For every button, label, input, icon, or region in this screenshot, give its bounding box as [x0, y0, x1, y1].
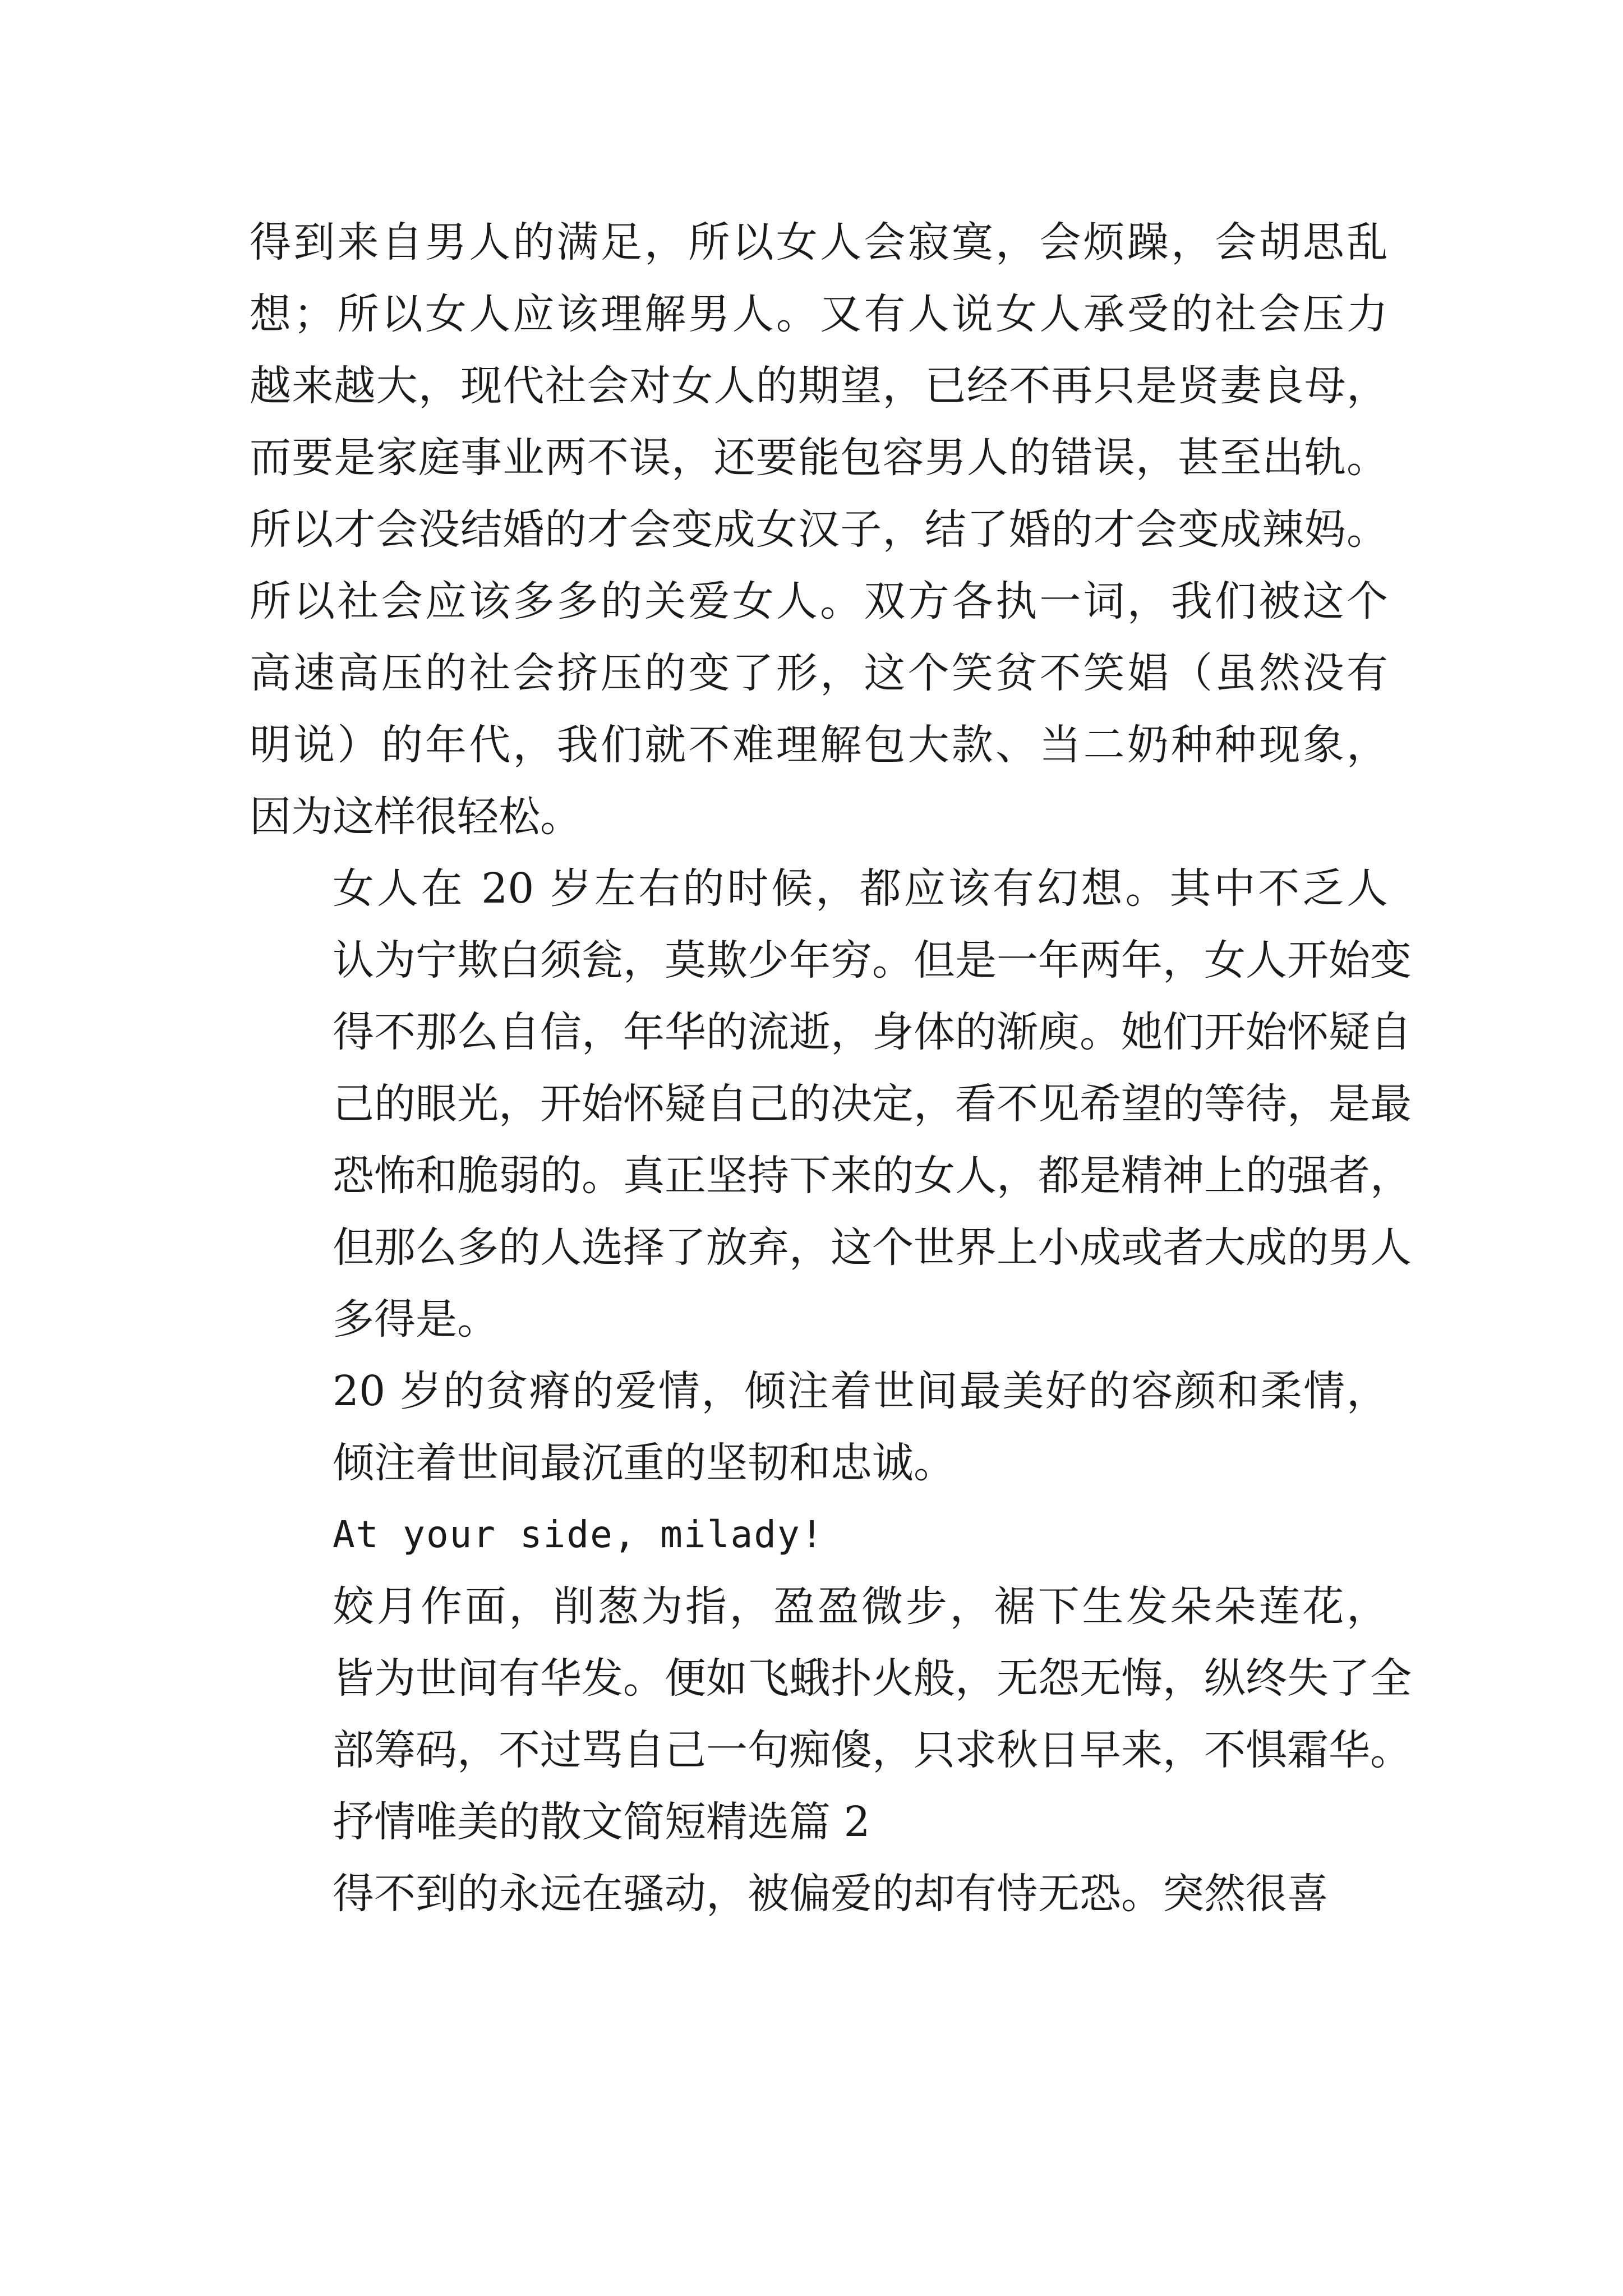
text-line: 所以社会应该多多的关爱女人。双方各执一词，我们被这个	[250, 577, 1388, 625]
paragraph-p7	[250, 1858, 1388, 1930]
text-line: 女人在 20 岁左右的时候，都应该有幻想。其中不乏人	[333, 864, 1388, 913]
paragraph-p5	[250, 1571, 1412, 1786]
text-line: 高速高压的社会挤压的变了形，这个笑贫不笑娼（虽然没有	[250, 649, 1388, 697]
text-line: 20 岁的贫瘠的爱情，倾注着世间最美好的容颜和柔情，	[333, 1367, 1388, 1415]
paragraph-p4	[250, 1499, 1388, 1571]
document-body	[250, 206, 1412, 1930]
text-line: 认为宁欺白须瓮，莫欺少年穷。但是一年两年，女人开始变	[333, 936, 1412, 984]
text-line: 所以才会没结婚的才会变成女汉子，结了婚的才会变成辣妈。	[250, 505, 1388, 554]
text-line: 皆为世间有华发。便如飞蛾扑火般，无怨无悔，纵终失了全	[333, 1654, 1412, 1703]
text-line: 抒情唯美的散文简短精选篇 2	[333, 1798, 870, 1846]
paragraph-p1	[250, 206, 1388, 853]
text-line: At your side, milady!	[333, 1513, 824, 1556]
text-line: 多得是。	[333, 1295, 499, 1343]
text-line: 部筹码，不过骂自己一句痴傻，只求秋日早来，不惧霜华。	[333, 1726, 1412, 1774]
text-line: 而要是家庭事业两不误，还要能包容男人的错误，甚至出轨。	[250, 434, 1388, 482]
text-line: 姣月作面，削葱为指，盈盈微步，裾下生发朵朵莲花，	[333, 1582, 1388, 1631]
text-line: 己的眼光，开始怀疑自己的决定，看不见希望的等待，是最	[333, 1080, 1412, 1128]
paragraph-p2	[250, 853, 1412, 1355]
paragraph-p3	[250, 1355, 1388, 1499]
text-line: 越来越大，现代社会对女人的期望，已经不再只是贤妻良母，	[250, 362, 1388, 410]
text-line: 恐怖和脆弱的。真正坚持下来的女人，都是精神上的强者，	[333, 1152, 1412, 1200]
text-line: 想；所以女人应该理解男人。又有人说女人承受的社会压力	[250, 290, 1388, 338]
text-line: 得不到的永远在骚动，被偏爱的却有恃无恐。突然很喜	[333, 1870, 1329, 1918]
text-line: 得到来自男人的满足，所以女人会寂寞，会烦躁，会胡思乱	[250, 218, 1388, 266]
text-line: 明说）的年代，我们就不难理解包大款、当二奶种种现象，	[250, 721, 1388, 769]
text-line: 倾注着世间最沉重的坚韧和忠诚。	[333, 1439, 955, 1487]
text-line: 得不那么自信，年华的流逝，身体的渐庾。她们开始怀疑自	[333, 1008, 1412, 1056]
text-line: 因为这样很轻松。	[250, 793, 582, 841]
text-line: 但那么多的人选择了放弃，这个世界上小成或者大成的男人	[333, 1223, 1412, 1272]
paragraph-p6	[250, 1786, 1388, 1858]
